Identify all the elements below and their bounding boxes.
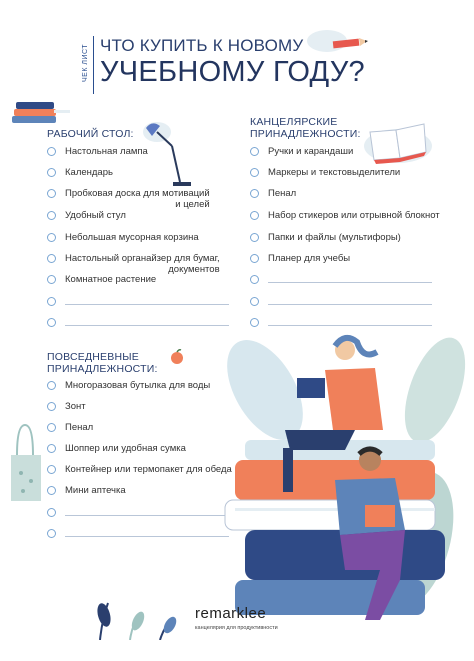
list-item-label-cont: и целей: [175, 199, 210, 210]
checkbox-circle[interactable]: [250, 233, 259, 242]
brand-tagline: канцелярия для продуктивности: [195, 625, 278, 631]
section-title-daily-line2: ПРИНАДЛЕЖНОСТИ:: [47, 363, 158, 375]
list-item-label: Мини аптечка: [65, 485, 126, 496]
blank-list-item[interactable]: [47, 528, 229, 538]
list-item-label: Пенал: [268, 188, 297, 199]
section-title-daily: [47, 351, 158, 375]
section-title-stationery-line1: КАНЦЕЛЯРСКИЕ: [250, 116, 338, 128]
checkbox-circle[interactable]: [47, 381, 56, 390]
checkbox-circle[interactable]: [47, 275, 56, 284]
tote-bag-illustration: [5, 415, 45, 505]
list-item-label: Планер для учебы: [268, 253, 351, 264]
list-item-label: Небольшая мусорная корзина: [65, 232, 199, 243]
checkbox-circle[interactable]: [47, 168, 56, 177]
blank-list-item[interactable]: [250, 274, 432, 284]
blank-list-item[interactable]: [47, 317, 229, 327]
header-divider: [93, 36, 94, 94]
checkbox-circle[interactable]: [47, 508, 56, 517]
list-item-label: Настольная лампа: [65, 146, 148, 157]
list-item-label: Контейнер или термопакет для обеда: [65, 464, 232, 475]
list-item-label: Пробковая доска для мотиваций: [65, 188, 210, 199]
checkbox-circle[interactable]: [47, 529, 56, 538]
list-item-label: Набор стикеров или отрывной блокнот: [268, 210, 440, 221]
blank-line[interactable]: [268, 304, 432, 305]
books-stack-illustration: [10, 100, 72, 130]
list-item[interactable]: [47, 232, 199, 243]
checkbox-circle[interactable]: [250, 318, 259, 327]
list-item-label: Настольный органайзер для бумаг,: [65, 253, 220, 264]
list-item-label: Ручки и карандаши: [268, 146, 354, 157]
list-item[interactable]: [47, 443, 186, 454]
blank-list-item[interactable]: [47, 296, 229, 306]
list-item[interactable]: [250, 210, 440, 221]
section-title-daily-line1: ПОВСЕДНЕВНЫЕ: [47, 351, 139, 363]
list-item-label: Удобный стул: [65, 210, 126, 221]
checkbox-circle[interactable]: [250, 168, 259, 177]
checkbox-circle[interactable]: [250, 147, 259, 156]
checklist-stationery: [250, 146, 440, 336]
checkbox-circle[interactable]: [47, 297, 56, 306]
checkbox-circle[interactable]: [47, 211, 56, 220]
list-item-label: Зонт: [65, 401, 86, 412]
blank-line[interactable]: [268, 325, 432, 326]
list-item[interactable]: [250, 167, 400, 178]
list-item[interactable]: [250, 188, 296, 199]
list-item-label: Многоразовая бутылка для воды: [65, 380, 211, 391]
list-item-label-cont: документов: [168, 264, 220, 275]
checkbox-circle[interactable]: [47, 402, 56, 411]
checkbox-circle[interactable]: [47, 318, 56, 327]
section-title-desk-line1: РАБОЧИЙ СТОЛ:: [47, 128, 134, 140]
section-title-stationery-line2: ПРИНАДЛЕЖНОСТИ:: [250, 128, 361, 140]
blank-list-item[interactable]: [47, 507, 229, 517]
blank-line[interactable]: [268, 282, 432, 283]
list-item[interactable]: [47, 146, 148, 157]
blank-line[interactable]: [65, 325, 229, 326]
list-item[interactable]: [47, 274, 156, 285]
list-item-label: Календарь: [65, 167, 113, 178]
list-item[interactable]: [47, 210, 126, 221]
checkbox-circle[interactable]: [250, 275, 259, 284]
list-item-label: Пенал: [65, 422, 94, 433]
pencil-illustration: [305, 25, 380, 60]
checklist-vertical-label: ЧЕК ЛИСТ: [82, 43, 89, 83]
list-item[interactable]: [47, 485, 126, 496]
checkbox-circle[interactable]: [47, 254, 56, 263]
brand-logo: remarklee: [195, 605, 267, 622]
checkbox-circle[interactable]: [250, 211, 259, 220]
checkbox-circle[interactable]: [47, 423, 56, 432]
checkbox-circle[interactable]: [250, 254, 259, 263]
list-item[interactable]: [47, 401, 86, 412]
section-title-stationery: [250, 116, 361, 140]
list-item[interactable]: [250, 146, 353, 157]
page-title-line2: УЧЕБНОМУ ГОДУ?: [100, 56, 365, 88]
list-item[interactable]: [250, 253, 350, 264]
list-item[interactable]: [47, 422, 93, 433]
list-item[interactable]: [47, 253, 220, 275]
plant-illustration: [60, 595, 190, 640]
checkbox-circle[interactable]: [47, 147, 56, 156]
list-item[interactable]: [47, 380, 210, 391]
checkbox-circle[interactable]: [47, 486, 56, 495]
checkbox-circle[interactable]: [47, 465, 56, 474]
list-item-label: Папки и файлы (мультифоры): [268, 232, 401, 243]
list-item[interactable]: [47, 167, 113, 178]
section-title-desk: [47, 128, 134, 140]
blank-line[interactable]: [65, 304, 229, 305]
students-with-books-illustration: [205, 330, 474, 630]
blank-list-item[interactable]: [250, 317, 432, 327]
checklist-desk: [47, 146, 237, 336]
apple-icon: [168, 348, 186, 366]
list-item[interactable]: [250, 232, 401, 243]
checkbox-circle[interactable]: [250, 297, 259, 306]
checkbox-circle[interactable]: [250, 189, 259, 198]
page-title-line1: ЧТО КУПИТЬ К НОВОМУ: [100, 36, 304, 55]
checkbox-circle[interactable]: [47, 444, 56, 453]
list-item[interactable]: [47, 188, 210, 210]
checkbox-circle[interactable]: [47, 233, 56, 242]
blank-list-item[interactable]: [250, 296, 432, 306]
list-item-label: Шоппер или удобная сумка: [65, 443, 186, 454]
checkbox-circle[interactable]: [47, 189, 56, 198]
list-item-label: Комнатное растение: [65, 274, 157, 285]
list-item-label: Маркеры и текстовыделители: [268, 167, 401, 178]
